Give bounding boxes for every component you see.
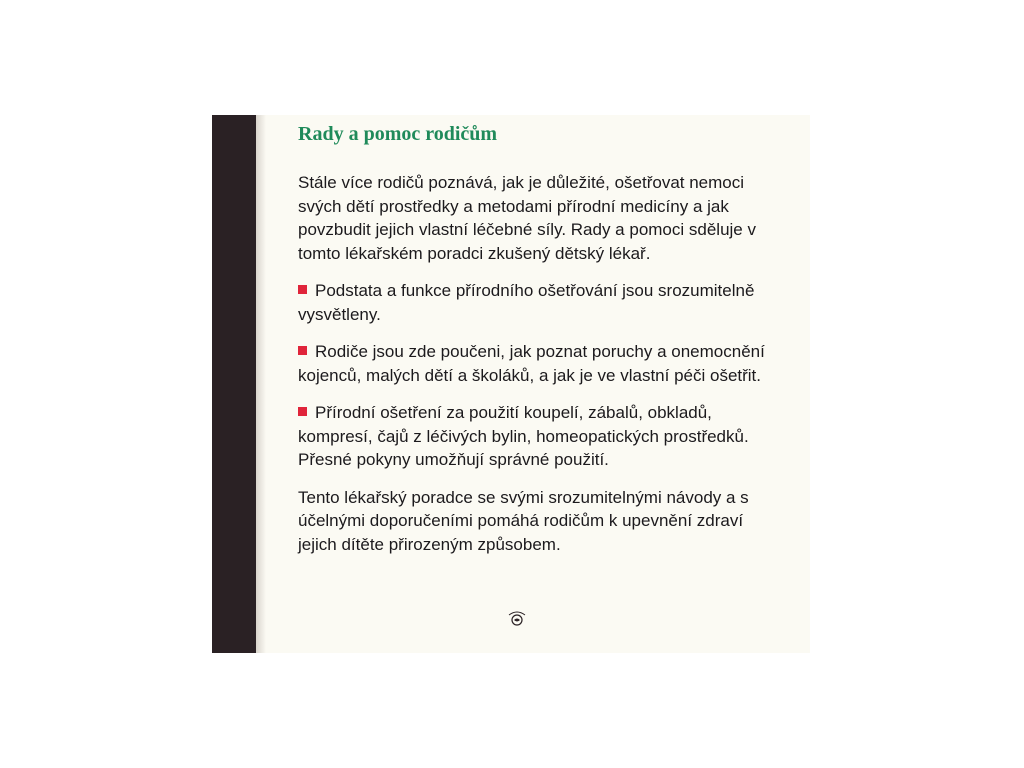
- red-square-bullet-icon: [298, 407, 307, 416]
- intro-paragraph: Stále více rodičů poznává, jak je důležité, ošetřovat nemoci svých dětí prostředky a metodami přírodní medicíny a jak povzbudit jejich vlastní léčebné síly. Rady a pomoci sděluje v tomto lékařském poradci zkušený dětský lékař.: [298, 173, 756, 263]
- cover-text: [298, 121, 768, 570]
- red-square-bullet-icon: [298, 346, 307, 355]
- bullet-item-1: [298, 279, 768, 326]
- cover-title: Rady a pomoc rodičům: [298, 123, 498, 145]
- bullet-text-3: Přírodní ošetření za použití koupelí, zábalů, obkladů, kompresí, čajů z léčivých bylin, homeopatických prostředků. Přesné pokyny umožňují správné použití.: [298, 403, 749, 469]
- bullet-item-2: [298, 340, 768, 387]
- red-square-bullet-icon: [298, 285, 307, 294]
- book-spine: [212, 115, 256, 653]
- book-back-cover: [212, 115, 810, 653]
- bullet-item-3: [298, 401, 768, 472]
- bullet-text-2: Rodiče jsou zde poučeni, jak poznat poruchy a onemocnění kojenců, malých dětí a školáků, a jak je ve vlastní péči ošetřit.: [298, 342, 765, 385]
- spine-shadow: [256, 115, 266, 653]
- closing-paragraph: Tento lékařský poradce se svými srozumitelnými návody a s účelnými doporučeními pomáhá rodičům k upevnění zdraví jejich dítěte přirozeným způsobem.: [298, 487, 749, 554]
- publisher-logo-icon: [506, 609, 528, 627]
- bullet-text-1: Podstata a funkce přírodního ošetřování jsou srozumitelně vysvětleny.: [298, 281, 755, 324]
